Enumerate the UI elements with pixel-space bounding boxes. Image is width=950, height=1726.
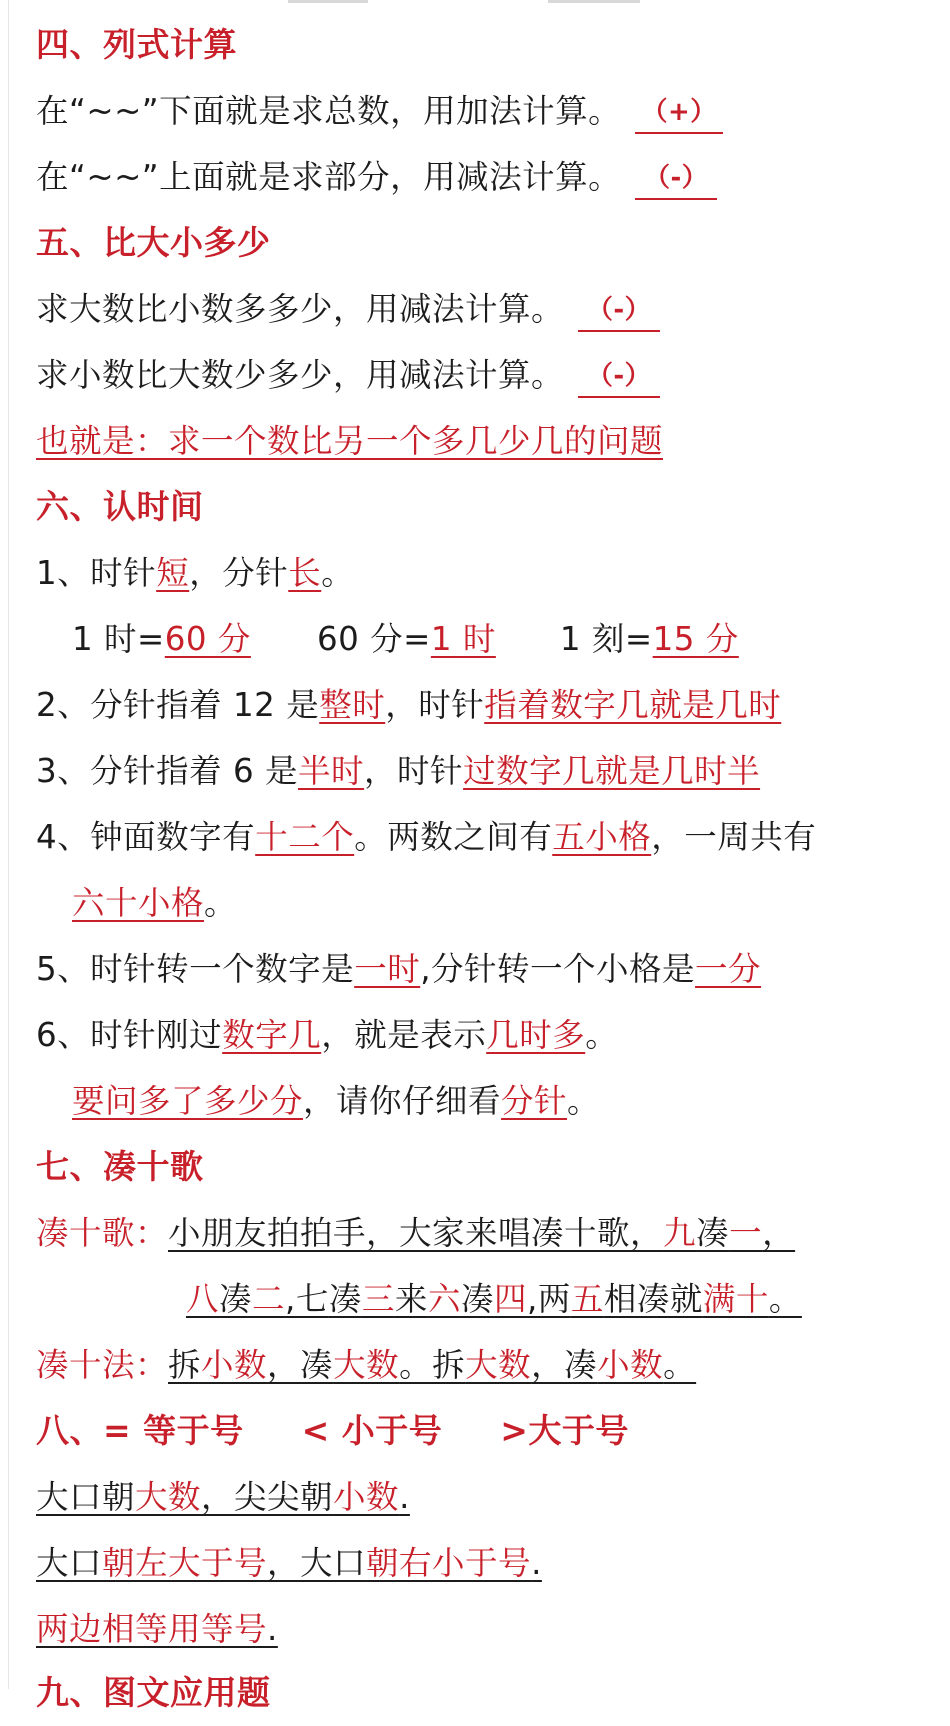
s7-song-label: 凑十歌： [36, 1214, 169, 1252]
s8-line-1 [36, 1464, 410, 1530]
s6-i4-f: 六十小格 [72, 884, 205, 922]
s6-i1-d: 长 [288, 554, 322, 592]
s6-i4-e: ，一周共有 [651, 818, 817, 856]
s5-line-1 [36, 276, 660, 342]
s6-i6-a: 6、时针刚过 [36, 1016, 223, 1054]
s8-l3-b: . [267, 1610, 278, 1648]
s7-method-c: ，凑 [267, 1346, 334, 1384]
s7-song1-c: 凑 [696, 1214, 730, 1252]
s8-l1-c: ，尖尖朝 [201, 1478, 334, 1516]
s7-song1-b: 九 [663, 1214, 697, 1252]
s8-l1-a: 大口朝 [36, 1478, 136, 1516]
s5-line-2-answer: （-） [578, 356, 660, 398]
s8-line-2 [36, 1530, 542, 1596]
s7-song2-l: 五 [570, 1280, 604, 1318]
s7-song2-i: 凑 [460, 1280, 494, 1318]
s7-method-line [36, 1332, 696, 1398]
s8-l2-c: ，大口 [267, 1544, 367, 1582]
s6-i4-b: 十二个 [255, 818, 355, 856]
s7-method-f: 大数 [465, 1346, 532, 1384]
s6-item-3 [36, 738, 760, 804]
s6-i3-a: 3、分针指着 6 是 [36, 752, 299, 790]
s6-i1-c: ，分针 [189, 554, 289, 592]
s6-i6-e: 。 [585, 1016, 619, 1054]
s6-units-c2: 15 分 [652, 620, 739, 658]
s7-song2-m: 相凑就 [603, 1280, 703, 1318]
s8-l2-e: . [531, 1544, 542, 1582]
s8-l1-e: . [399, 1478, 410, 1516]
s7-song-line-1 [36, 1200, 795, 1266]
s8-l2-b: 朝左大于号 [102, 1544, 268, 1582]
s6-i6-d: 几时多 [486, 1016, 586, 1054]
top-edge-mark [548, 0, 640, 3]
s6-i6b-c: 分针 [501, 1082, 568, 1120]
s6-i6-c: ，就是表示 [321, 1016, 487, 1054]
s7-song2-j: 四 [493, 1280, 527, 1318]
s8-title-less: < 小于号 [301, 1411, 443, 1450]
s7-song2-k: ,两 [526, 1280, 571, 1318]
s7-song-line-2 [186, 1266, 802, 1332]
s6-i2-a: 2、分针指着 12 是 [36, 686, 320, 724]
s5-line-2-text: 求小数比大数少多少，用减法计算。 [36, 356, 565, 394]
section-4-title: 四、列式计算 [36, 25, 237, 64]
s6-i2-c: ，时针 [385, 686, 485, 724]
s6-item-6 [36, 1002, 618, 1068]
s7-method-g: ，凑 [531, 1346, 598, 1384]
s6-i4-d: 五小格 [552, 818, 652, 856]
s7-song2-c: 二 [252, 1280, 286, 1318]
s8-l2-d: 朝右小于号 [366, 1544, 532, 1582]
s7-song2-b: 凑 [219, 1280, 253, 1318]
s6-i4-a: 4、钟面数字有 [36, 818, 256, 856]
s6-i3-c: ，时针 [364, 752, 464, 790]
s6-i6b-b: ，请你仔细看 [303, 1082, 502, 1120]
s6-i5-b: 一时 [354, 950, 421, 988]
s8-l3-a: 两边相等用等号 [36, 1610, 268, 1648]
s6-units-a2: 60 分 [164, 620, 251, 658]
s5-line-1-text: 求大数比小数多多少，用减法计算。 [36, 290, 565, 328]
s4-line-1 [36, 78, 723, 144]
s4-line-2 [36, 144, 717, 210]
s7-song1-a: 小朋友拍拍手，大家来唱凑十歌， [168, 1214, 664, 1252]
s5-line-2 [36, 342, 660, 408]
section-5-title: 五、比大小多少 [36, 223, 271, 262]
s7-method-d: 大数 [333, 1346, 400, 1384]
s4-line-1-text: 在“~~”下面就是求总数，用加法计算。 [36, 92, 622, 130]
s6-i2-b: 整时 [319, 686, 386, 724]
s6-units [72, 606, 739, 672]
s7-song2-n: 满十 [702, 1280, 769, 1318]
s6-i5-a: 5、时针转一个数字是 [36, 950, 355, 988]
s5-note [36, 408, 663, 474]
s6-i4-c: 。两数之间有 [354, 818, 553, 856]
s4-line-1-answer: （+） [635, 92, 723, 134]
s6-item-4 [36, 804, 816, 870]
s7-method-h: 小数 [597, 1346, 664, 1384]
s4-line-2-text: 在“~~”上面就是求部分，用减法计算。 [36, 158, 622, 196]
s8-l2-a: 大口 [36, 1544, 103, 1582]
s6-item-5 [36, 936, 761, 1002]
s7-song2-e: 凑 [328, 1280, 362, 1318]
s8-title-greater: >大于号 [500, 1411, 629, 1450]
s6-i4-g: 。 [204, 884, 238, 922]
s8-l1-d: 小数 [333, 1478, 400, 1516]
s6-i6-b: 数字几 [222, 1016, 322, 1054]
s6-i3-d: 过数字几就是几时半 [463, 752, 761, 790]
s6-i5-c: ,分针转一个小格是 [420, 950, 696, 988]
s8-l1-b: 大数 [135, 1478, 202, 1516]
s7-method-b: 小数 [201, 1346, 268, 1384]
section-9-title: 九、图文应用题 [36, 1673, 271, 1712]
s7-song2-g: 来 [394, 1280, 428, 1318]
s7-song2-a: 八 [186, 1280, 220, 1318]
s6-item-2 [36, 672, 781, 738]
s6-i1-b: 短 [156, 554, 190, 592]
top-edge-mark [288, 0, 368, 3]
s8-title-equals: 八、= 等于号 [36, 1411, 244, 1450]
s6-i6b-a: 要问多了多少分 [72, 1082, 304, 1120]
s7-song2-h: 六 [427, 1280, 461, 1318]
s4-line-2-answer: （-） [635, 158, 717, 200]
s7-song2-d: ,七 [285, 1280, 329, 1318]
s7-method-i: 。 [663, 1346, 697, 1384]
s6-i5-d: 一分 [695, 950, 762, 988]
section-7-title: 七、凑十歌 [36, 1147, 204, 1186]
s7-song1-e: ， [762, 1214, 796, 1252]
s6-i1-a: 1、时针 [36, 554, 157, 592]
s7-method-a: 拆 [168, 1346, 202, 1384]
s7-song2-o: 。 [768, 1280, 802, 1318]
s7-song1-d: 一 [729, 1214, 763, 1252]
s6-i2-d: 指着数字几就是几时 [484, 686, 782, 724]
s6-units-b1: 60 分= [316, 620, 431, 658]
s8-line-3 [36, 1596, 278, 1662]
s7-song2-f: 三 [361, 1280, 395, 1318]
s6-units-a1: 1 时= [72, 620, 165, 658]
s7-method-label: 凑十法： [36, 1346, 169, 1384]
s7-method-e: 。拆 [399, 1346, 466, 1384]
s6-item-1 [36, 540, 354, 606]
s6-item-4-cont [72, 870, 237, 936]
s6-i6b-d: 。 [567, 1082, 601, 1120]
section-6-title: 六、认时间 [36, 487, 204, 526]
s6-units-b2: 1 时 [430, 620, 496, 658]
s5-note-text: 也就是：求一个数比另一个多几少几的问题 [36, 422, 664, 460]
s5-line-1-answer: （-） [578, 290, 660, 332]
s6-i3-b: 半时 [298, 752, 365, 790]
s6-i1-e: 。 [321, 554, 355, 592]
section-8-title [36, 1398, 629, 1464]
left-margin-rule [8, 0, 9, 1689]
s6-units-c1: 1 刻= [559, 620, 653, 658]
s6-item-6-cont [72, 1068, 600, 1134]
